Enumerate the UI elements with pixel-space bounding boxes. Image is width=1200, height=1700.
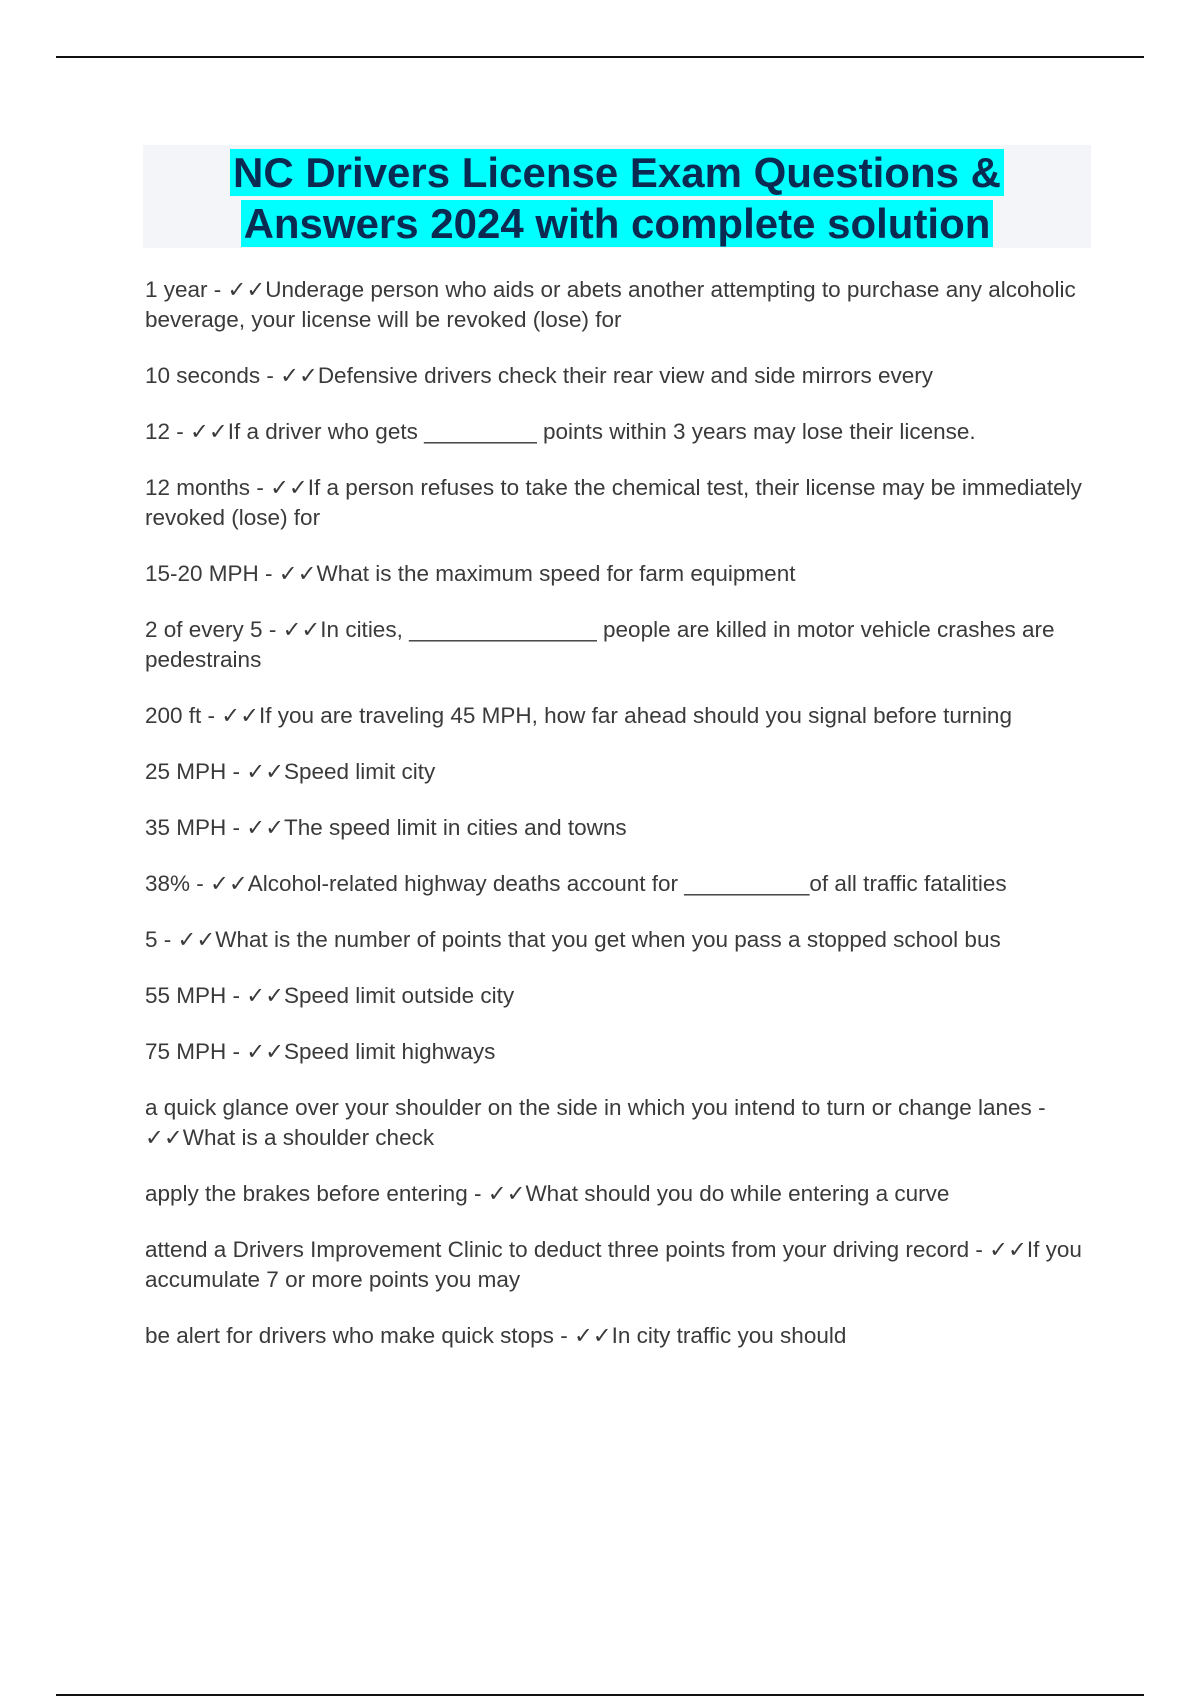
qa-answer: attend a Drivers Improvement Clinic to deduct three points from your driving record — [145, 1237, 970, 1262]
title-box — [143, 145, 1091, 248]
qa-question: Speed limit outside city — [284, 983, 515, 1008]
qa-item: attend a Drivers Improvement Clinic to deduct three points from your driving record - ✓✓If you accumulate 7 or more points you may — [145, 1237, 1082, 1292]
qa-answer: 5 — [145, 927, 158, 952]
double-check-icon: ✓✓ — [280, 363, 318, 388]
qa-list — [145, 275, 1090, 1377]
qa-answer: 75 MPH — [145, 1039, 227, 1064]
qa-question: Underage person who aids or abets another attempting to purchase any alcoholic beverage, your license will be revoked (lose) for — [145, 277, 1076, 332]
double-check-icon: ✓✓ — [246, 1039, 284, 1064]
double-check-icon: ✓✓ — [246, 815, 284, 840]
double-check-icon: ✓✓ — [145, 1125, 183, 1150]
qa-answer: 1 year — [145, 277, 208, 302]
qa-question: If a person refuses to take the chemical test, their license may be immediately revoked (lose) for — [145, 475, 1082, 530]
qa-item: 38% - ✓✓Alcohol-related highway deaths account for __________of all traffic fatalities — [145, 871, 1007, 896]
qa-question: What should you do while entering a curve — [525, 1181, 950, 1206]
qa-item: 55 MPH - ✓✓Speed limit outside city — [145, 983, 515, 1008]
double-check-icon: ✓✓ — [190, 419, 228, 444]
qa-answer: 38% — [145, 871, 191, 896]
qa-item: 5 - ✓✓What is the number of points that you get when you pass a stopped school bus — [145, 927, 1001, 952]
qa-answer: 15-20 MPH — [145, 561, 259, 586]
qa-item: 75 MPH - ✓✓Speed limit highways — [145, 1039, 496, 1064]
qa-item: be alert for drivers who make quick stops - ✓✓In city traffic you should — [145, 1323, 847, 1348]
double-check-icon: ✓✓ — [177, 927, 216, 952]
qa-answer: 12 — [145, 419, 171, 444]
qa-question: What is the maximum speed for farm equipment — [316, 561, 796, 586]
qa-answer: 35 MPH — [145, 815, 227, 840]
qa-item: 200 ft - ✓✓If you are traveling 45 MPH, how far ahead should you signal before turning — [145, 703, 1012, 728]
double-check-icon: ✓✓ — [573, 1323, 612, 1348]
qa-question: If a driver who gets _________ points within 3 years may lose their license. — [227, 419, 976, 444]
qa-question: If you are traveling 45 MPH, how far ahead should you signal before turning — [259, 703, 1012, 728]
double-check-icon: ✓✓ — [278, 561, 317, 586]
qa-answer: 10 seconds — [145, 363, 261, 388]
qa-answer: a quick glance over your shoulder on the side in which you intend to turn or change lanes — [145, 1095, 1032, 1120]
qa-answer: 12 months — [145, 475, 251, 500]
qa-answer: be alert for drivers who make quick stops — [145, 1323, 554, 1348]
double-check-icon: ✓✓ — [210, 871, 248, 896]
double-check-icon: ✓✓ — [282, 617, 321, 642]
page-title — [143, 145, 1091, 249]
qa-item: a quick glance over your shoulder on the side in which you intend to turn or change lanes - ✓✓What is a shoulder check — [145, 1095, 1046, 1150]
qa-question: In cities, _______________ people are killed in motor vehicle crashes are pedestrains — [145, 617, 1055, 672]
qa-item: 2 of every 5 - ✓✓In cities, _______________ people are killed in motor vehicle crashes are pedestrains — [145, 617, 1055, 672]
double-check-icon: ✓✓ — [221, 703, 260, 728]
qa-question: In city traffic you should — [611, 1323, 847, 1348]
qa-item: 10 seconds - ✓✓Defensive drivers check their rear view and side mirrors every — [145, 363, 934, 388]
qa-question: Speed limit city — [284, 759, 436, 784]
qa-question: Defensive drivers check their rear view and side mirrors every — [317, 363, 934, 388]
qa-question: What is a shoulder check — [182, 1125, 435, 1150]
qa-item: 1 year - ✓✓Underage person who aids or abets another attempting to purchase any alcoholic beverage, your license will be revoked (lose) for — [145, 277, 1076, 332]
qa-answer: 2 of every 5 — [145, 617, 263, 642]
double-check-icon: ✓✓ — [227, 277, 266, 302]
qa-item: apply the brakes before entering - ✓✓What should you do while entering a curve — [145, 1181, 950, 1206]
qa-question: The speed limit in cities and towns — [284, 815, 627, 840]
qa-question: Speed limit highways — [284, 1039, 496, 1064]
qa-item: 12 - ✓✓If a driver who gets _________ points within 3 years may lose their license. — [145, 419, 976, 444]
qa-item: 25 MPH - ✓✓Speed limit city — [145, 759, 436, 784]
double-check-icon: ✓✓ — [246, 983, 284, 1008]
qa-question: What is the number of points that you get when you pass a stopped school bus — [215, 927, 1001, 952]
qa-answer: 200 ft — [145, 703, 202, 728]
qa-item: 35 MPH - ✓✓The speed limit in cities and towns — [145, 815, 627, 840]
title-line-1: NC Drivers License Exam Questions & — [230, 149, 1004, 196]
qa-item: 15-20 MPH - ✓✓What is the maximum speed for farm equipment — [145, 561, 796, 586]
qa-answer: 55 MPH — [145, 983, 227, 1008]
qa-answer: apply the brakes before entering — [145, 1181, 468, 1206]
qa-item: 12 months - ✓✓If a person refuses to take the chemical test, their license may be immediately revoked (lose) for — [145, 475, 1082, 530]
double-check-icon: ✓✓ — [246, 759, 284, 784]
double-check-icon: ✓✓ — [989, 1237, 1027, 1262]
double-check-icon: ✓✓ — [487, 1181, 526, 1206]
qa-question: If you accumulate 7 or more points you may — [145, 1237, 1082, 1292]
qa-answer: 25 MPH — [145, 759, 227, 784]
top-rule — [56, 56, 1144, 58]
title-line-2: Answers 2024 with complete solution — [241, 200, 994, 247]
bottom-rule — [56, 1694, 1144, 1696]
double-check-icon: ✓✓ — [270, 475, 308, 500]
qa-question: Alcohol-related highway deaths account for __________of all traffic fatalities — [247, 871, 1007, 896]
